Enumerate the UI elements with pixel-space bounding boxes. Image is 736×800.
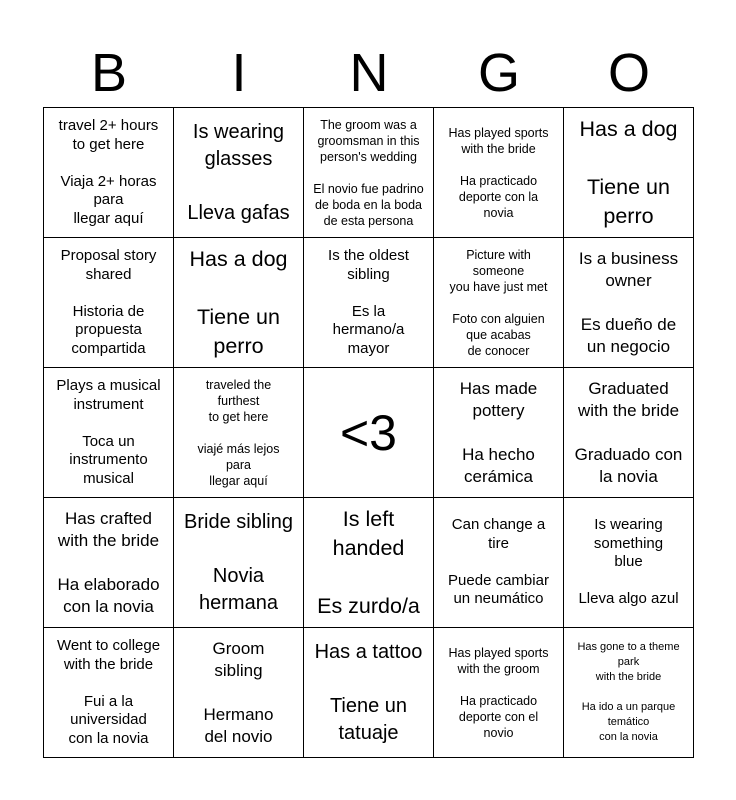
bingo-cell[interactable]: Has crafted with the bride Ha elaborado con la novia xyxy=(44,498,174,628)
bingo-cell[interactable]: Has a tattoo Tiene un tatuaje xyxy=(304,628,434,758)
bingo-cell[interactable]: Picture with someone you have just met Foto con alguien que acabas de conocer xyxy=(434,238,564,368)
bingo-cell[interactable]: Has gone to a theme park with the bride Ha ido a un parque temático con la novia xyxy=(564,628,694,758)
bingo-cell[interactable]: Is a business owner Es dueño de un negocio xyxy=(564,238,694,368)
header-letter-o: O xyxy=(607,43,650,103)
bingo-cell[interactable]: Can change a tire Puede cambiar un neumático xyxy=(434,498,564,628)
bingo-cell[interactable]: Plays a musical instrument Toca un instrumento musical xyxy=(44,368,174,498)
bingo-cell[interactable]: Is wearing something blue Lleva algo azul xyxy=(564,498,694,628)
header-letter-n: N xyxy=(349,43,389,103)
bingo-free-space[interactable]: <3 xyxy=(304,368,434,498)
bingo-cell[interactable]: Groom sibling Hermano del novio xyxy=(174,628,304,758)
bingo-cell[interactable]: Is wearing glasses Lleva gafas xyxy=(174,108,304,238)
bingo-cell[interactable]: traveled the furthest to get here viajé más lejos para llegar aquí xyxy=(174,368,304,498)
bingo-cell[interactable]: Has a dog Tiene un perro xyxy=(174,238,304,368)
bingo-cell[interactable]: Is left handed Es zurdo/a xyxy=(304,498,434,628)
bingo-header xyxy=(44,40,694,106)
bingo-cell[interactable]: Went to college with the bride Fui a la universidad con la novia xyxy=(44,628,174,758)
header-letter-g: G xyxy=(477,43,520,103)
bingo-cell[interactable]: The groom was a groomsman in this person's wedding El novio fue padrino de boda en la boda de esta persona xyxy=(304,108,434,238)
bingo-cell[interactable]: Bride sibling Novia hermana xyxy=(174,498,304,628)
bingo-cell[interactable]: Proposal story shared Historia de propuesta compartida xyxy=(44,238,174,368)
bingo-cell[interactable]: Has made pottery Ha hecho cerámica xyxy=(434,368,564,498)
bingo-cell[interactable]: travel 2+ hours to get here Viaja 2+ horas para llegar aquí xyxy=(44,108,174,238)
bingo-cell[interactable]: Has a dog Tiene un perro xyxy=(564,108,694,238)
header-letter-i: I xyxy=(231,43,247,103)
bingo-cell[interactable]: Has played sports with the groom Ha practicado deporte con el novio xyxy=(434,628,564,758)
bingo-board xyxy=(43,107,694,758)
bingo-cell[interactable]: Graduated with the bride Graduado con la novia xyxy=(564,368,694,498)
header-letter-b: B xyxy=(90,43,128,103)
bingo-cell[interactable]: Is the oldest sibling Es la hermano/a mayor xyxy=(304,238,434,368)
bingo-cell[interactable]: Has played sports with the bride Ha practicado deporte con la novia xyxy=(434,108,564,238)
